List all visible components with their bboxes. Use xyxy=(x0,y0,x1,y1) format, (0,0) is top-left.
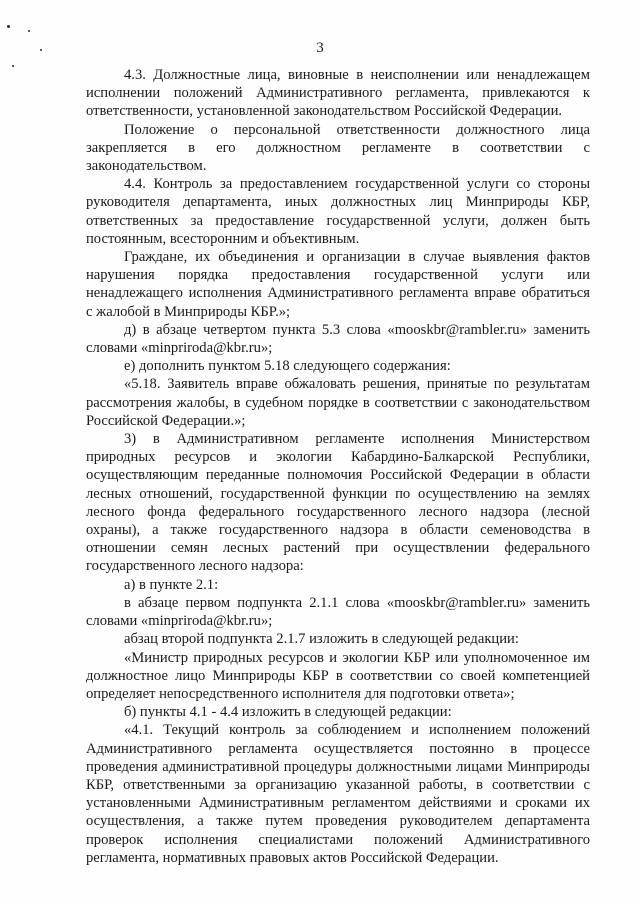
paragraph: Граждане, их объединения и организации в случае выявления фактов нарушения порядка предоставления государственной услуги или ненадлежащего исполнения Административного регламента вправе обратиться с жалобой в Минприроды КБР.»; xyxy=(86,249,590,320)
paragraph: Положение о персональной ответственности должностного лица закрепляется в его должностном регламенте в соответствии с законодательством. xyxy=(86,121,590,175)
paragraph: б) пункты 4.1 - 4.4 изложить в следующей редакции: xyxy=(124,704,452,721)
paragraph: 4.3. Должностные лица, виновные в неисполнении или ненадлежащем исполнении положений Административного регламента, привлекаются к ответственности, установленной законодательством Российской Федерации. xyxy=(86,67,590,120)
paragraph: а) в пункте 2.1: xyxy=(124,576,219,593)
paragraph: д) в абзаце четвертом пункта 5.3 слова «mooskbr@rambler.ru» заменить словами «minpriroda@kbr.ru»; xyxy=(86,321,590,357)
scan-artifact-dot xyxy=(28,30,30,32)
paragraph: «4.1. Текущий контроль за соблюдением и исполнением положений Административного регламента осуществляется постоянно в процессе проведения административной процедуры должностными лицами Минприроды КБР, ответственными за организацию указанной работы, в соответствии с установленными Административным регламентом действиями и сроками их осуществления, а также путем проведения руководителем департамента проверок исполнения специалистами положений Административного регламента, нормативных правовых актов Российской Федерации. xyxy=(86,722,590,866)
page-number: 3 xyxy=(316,40,324,56)
scan-artifact-dot xyxy=(12,65,14,67)
document-body xyxy=(86,66,590,867)
paragraph: «5.18. Заявитель вправе обжаловать решения, принятые по результатам рассмотрения жалобы, в судебном порядке в соответствии с законодательством Российской Федерации.»; xyxy=(86,376,590,429)
paragraph: абзац второй подпункта 2.1.7 изложить в следующей редакции: xyxy=(124,631,519,648)
paragraph: в абзаце первом подпункта 2.1.1 слова «mooskbr@rambler.ru» заменить словами «minpriroda@kbr.ru»; xyxy=(86,594,590,630)
paragraph: 3) в Административном регламенте исполнения Министерством природных ресурсов и экологии Кабардино-Балкарской Республики, осуществляющим переданные полномочия Российской Федерации в области лесных отношений, государственной функции по осуществлению на землях лесного фонда федерального государственного лесного надзора (лесной охраны), а также государственного надзора в области семеноводства в отношении семян лесных растений при осуществлении федерального государственного лесного надзора: xyxy=(86,431,590,575)
scan-artifact-dot xyxy=(7,25,10,28)
paragraph: е) дополнить пунктом 5.18 следующего содержания: xyxy=(124,358,451,375)
paragraph: «Министр природных ресурсов и экологии КБР или уполномоченное им должностное лицо Минприроды КБР в соответствии со своей компетенцией определяет непосредственного исполнителя для подготовки ответа»; xyxy=(86,649,590,702)
paragraph: 4.4. Контроль за предоставлением государственной услуги со стороны руководителя департамента, иных должностных лиц Минприроды КБР, ответственных за предоставление государственной услуги, должен быть постоянным, всесторонним и объективным. xyxy=(86,176,590,247)
